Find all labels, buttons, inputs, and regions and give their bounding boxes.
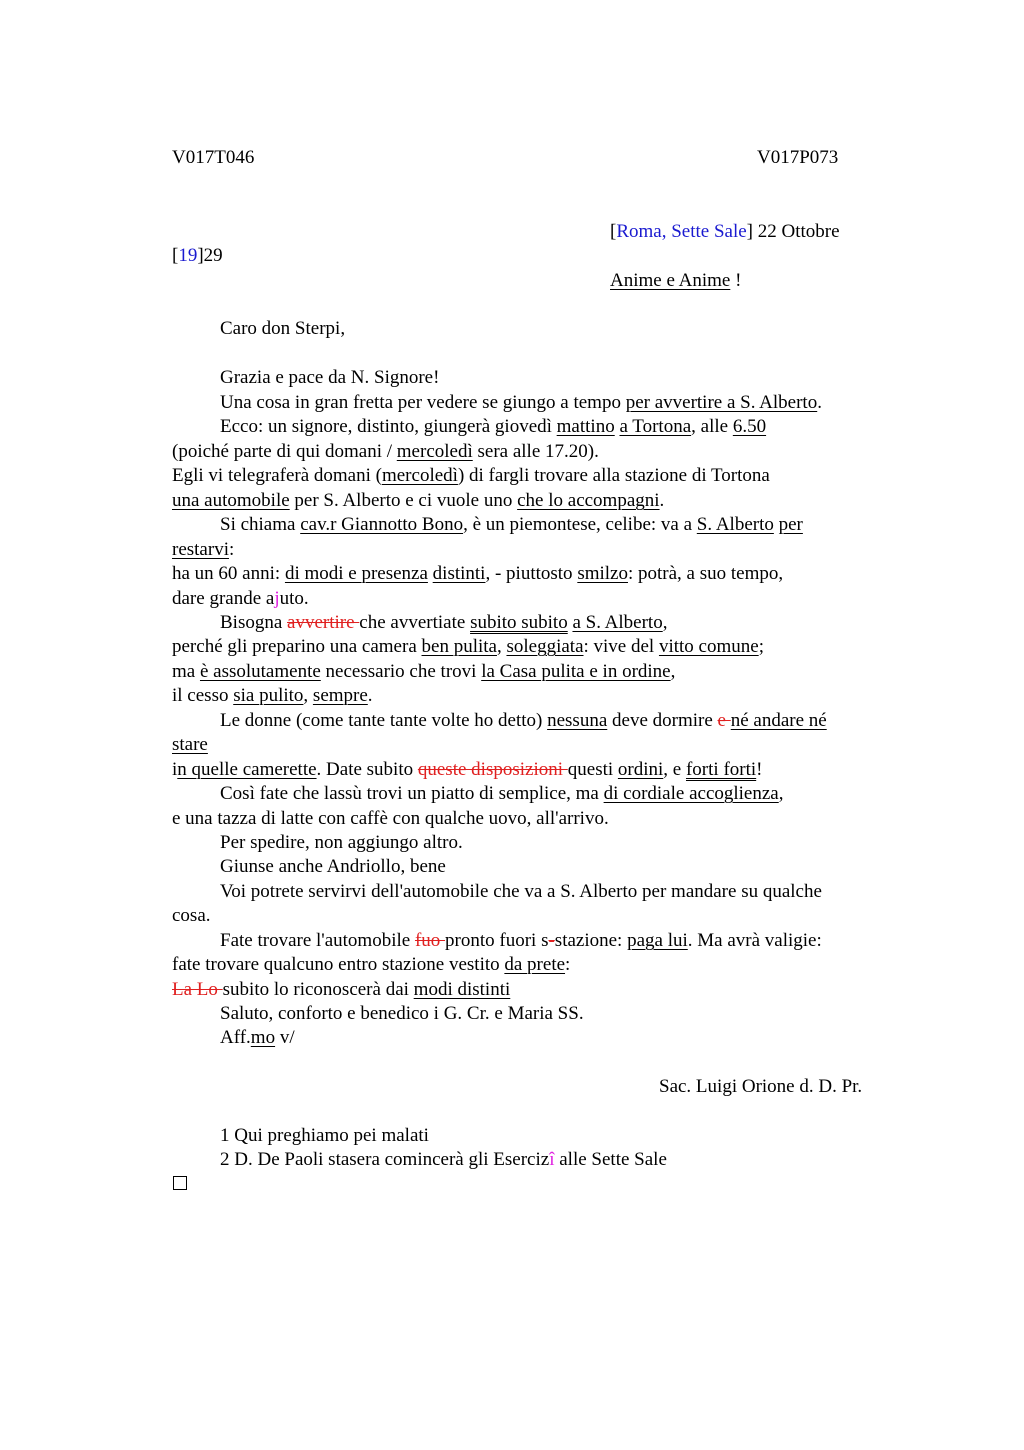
body-line: Così fate che lassù trovi un piatto di semplice, ma di cordiale accoglienza,	[220, 783, 784, 804]
body-line: Una cosa in gran fretta per vedere se giungo a tempo per avvertire a S. Alberto.	[220, 392, 822, 413]
salutation: Caro don Sterpi,	[220, 318, 346, 339]
body-line: in quelle camerette. Date subito queste disposizioni questi ordini, e forti forti!	[172, 759, 763, 780]
body-line: Ecco: un signore, distinto, giungerà giovedì mattino a Tortona, alle 6.50	[220, 416, 767, 437]
body-line: Grazia e pace da N. Signore!	[220, 367, 440, 388]
body-line: cosa.	[172, 905, 211, 926]
motto: Anime e Anime !	[610, 270, 742, 291]
body-line: Per spedire, non aggiungo altro.	[220, 832, 463, 853]
body-line: perché gli preparino una camera ben pulita, soleggiata: vive del vitto comune;	[172, 636, 764, 657]
signature: Sac. Luigi Orione d. D. Pr.	[659, 1076, 863, 1097]
body-line: ma è assolutamente necessario che trovi la Casa pulita e in ordine,	[172, 661, 676, 682]
body-line: restarvi:	[172, 539, 235, 560]
body-line: Giunse anche Andriollo, bene	[220, 856, 446, 877]
archive-id-right: V017P073	[757, 147, 839, 168]
body-line: dare grande ajuto.	[172, 588, 309, 609]
dateline: [Roma, Sette Sale] 22 Ottobre	[610, 221, 840, 242]
closing: Aff.mo v/	[220, 1027, 295, 1048]
body-line: ha un 60 anni: di modi e presenza distinti, - piuttosto smilzo: potrà, a suo tempo,	[172, 563, 784, 584]
body-line: Fate trovare l'automobile fuo pronto fuori s-stazione: paga lui. Ma avrà valigie:	[220, 930, 822, 951]
note-2: 2 D. De Paoli stasera comincerà gli Esercizî alle Sette Sale	[220, 1149, 667, 1170]
end-mark-square	[173, 1176, 187, 1190]
body-line: Saluto, conforto e benedico i G. Cr. e Maria SS.	[220, 1003, 584, 1024]
body-line: Le donne (come tante tante volte ho detto) nessuna deve dormire e né andare né	[220, 710, 827, 731]
body-line: Egli vi telegraferà domani (mercoledì) di fargli trovare alla stazione di Tortona	[172, 465, 770, 486]
body-line: una automobile per S. Alberto e ci vuole uno che lo accompagni.	[172, 490, 665, 511]
archive-id-left: V017T046	[172, 147, 255, 168]
body-line: e una tazza di latte con caffè con qualche uovo, all'arrivo.	[172, 808, 609, 829]
body-line: Bisogna avvertire che avvertiate subito subito a S. Alberto,	[220, 612, 668, 633]
body-line: il cesso sia pulito, sempre.	[172, 685, 373, 706]
body-line: La Lo subito lo riconoscerà dai modi distinti	[172, 979, 511, 1000]
dateline-year: [19]29	[172, 245, 223, 266]
body-line: stare	[172, 734, 208, 755]
body-line: fate trovare qualcuno entro stazione vestito da prete:	[172, 954, 571, 975]
body-line: Si chiama cav.r Giannotto Bono, è un piemontese, celibe: va a S. Alberto per	[220, 514, 803, 535]
body-line: Voi potrete servirvi dell'automobile che va a S. Alberto per mandare su qualche	[220, 881, 822, 902]
dateline-place: Roma, Sette Sale	[616, 221, 747, 242]
note-1: 1 Qui preghiamo pei malati	[220, 1125, 429, 1146]
body-line: (poiché parte di qui domani / mercoledì sera alle 17.20).	[172, 441, 599, 462]
